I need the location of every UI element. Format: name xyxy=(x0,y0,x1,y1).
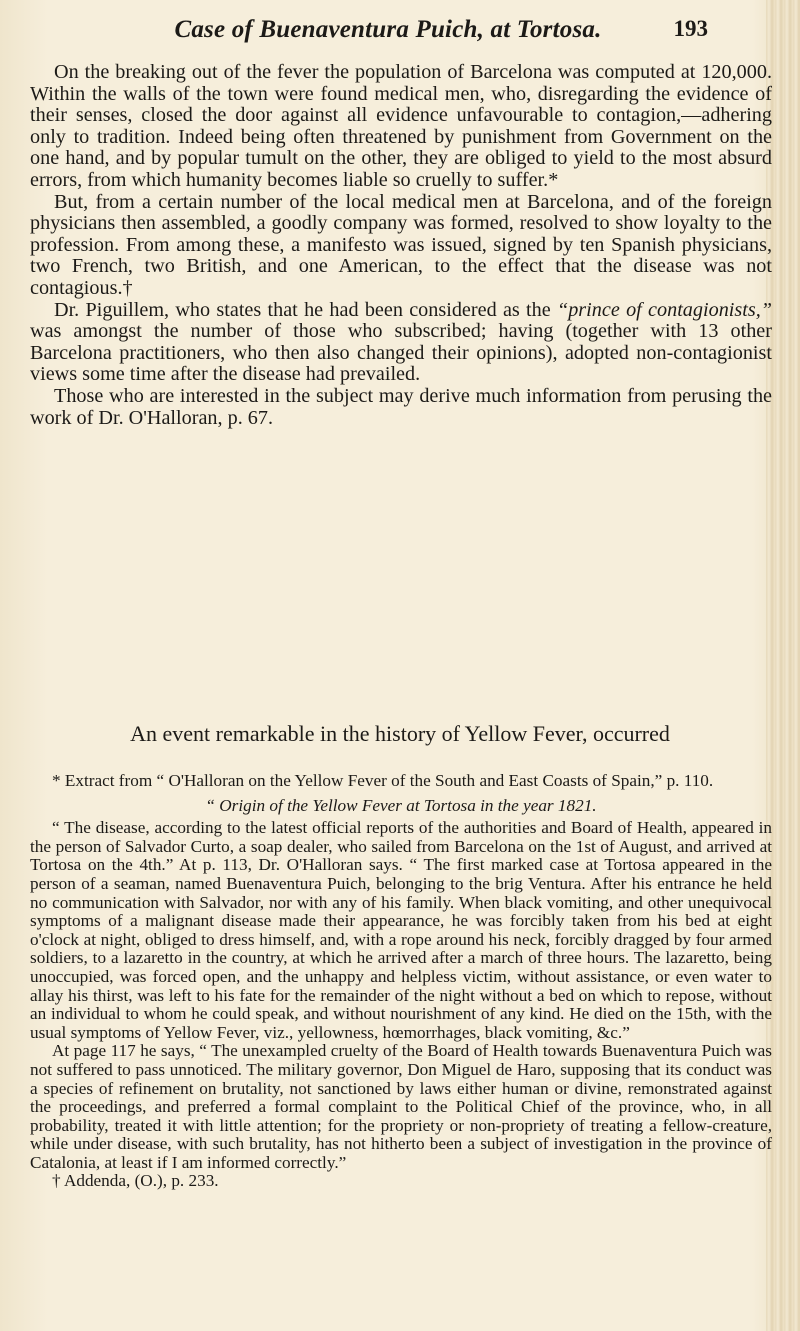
footnotes xyxy=(30,772,772,1191)
paragraph-2-text: But, from a certain number of the local medical men at Barcelona, and of the foreign physicians then assembled, a goodly company was formed, resolved to show loyalty to the profession. From among these, a manifesto was issued, signed by ten Spanish physicians, two French, two British, and one American, to the effect that the disease was not contagious.† xyxy=(30,190,772,299)
footnote-1-body-2: At page 117 he says, “ The unexampled cruelty of the Board of Health towards Buenaventura Puich was not suffered to pass unnoticed. The military governor, Don Miguel de Haro, supposing that its conduct was a species of refinement on brutality, not sanctioned by laws either human or divine, remonstrated against the proceedings, and preferred a formal complaint to the Political Chief of the province, who, in all probability, treated it with little attention; for the propriety or non-propriety of treating a fellow-creature, while under disease, with such brutality, has not hitherto been a subject of investigation in the province of Catalonia, at least if I am informed correctly.” xyxy=(30,1041,772,1172)
paragraph-3 xyxy=(30,300,772,386)
footnote-1-lead: * Extract from “ O'Halloran on the Yellow Fever of the South and East Coasts of Spain,” p. 110. xyxy=(52,771,714,790)
paragraph-3-lead: Dr. Piguillem, who states that he had been considered as the xyxy=(54,298,557,321)
paragraph-1: On the breaking out of the fever the population of Barcelona was computed at 120,000. Within the walls of the town were found medical men, who, disregarding the evidence of their senses, closed the door against all evidence unfavourable to contagion,—adhering only to tradition. Indeed being often threatened by punishment from Government on the one hand, and by popular tumult on the other, they are obliged to yield to the most absurd errors, from which humanity becomes liable so cruelly to suffer.* xyxy=(30,61,772,191)
paragraph-3-rest: was amongst the number of those who subscribed; having (together with 13 other Barcelona practitioners, who then also changed their opinions), adopted non-contagionist views some time after the disease had prevailed. xyxy=(30,320,772,386)
running-head: Case of Buenaventura Puich, at Tortosa. xyxy=(174,16,602,43)
paragraph-3-italic: “prince of contagionists,” xyxy=(556,298,772,321)
footnote-1-title: “ Origin of the Yellow Fever at Tortosa in the year 1821. xyxy=(205,795,597,815)
footnote-2: † Addenda, (O.), p. 233. xyxy=(52,1171,219,1191)
paragraph-4: Those who are interested in the subject may derive much information from perusing the work of Dr. O'Halloran, p. 67. xyxy=(30,384,772,429)
footnote-1-body: “ The disease, according to the latest official reports of the authorities and Board of Health, appeared in the person of Salvador Curto, a soap dealer, who sailed from Barcelona on the 1st of August, and arrived at Tortosa on the 4th.” At p. 113, Dr. O'Halloran says. “ The first marked case at Tortosa appeared in the person of a seaman, named Buenaventura Puich, belonging to the brig Ventura. After his entrance he held no communication with Salvador, nor with any of his family. When black vomiting, and other unequivocal symptoms of a malignant disease made their appearance, he was forcibly taken from his bed at eight o'clock at night, obliged to dress himself, and, with a rope around his neck, forcibly dragged by four armed soldiers, to a lazaretto in the country, at which he arrived after a march of three hours. The lazaretto, being unoccupied, was forced open, and the unhappy and helpless victim, without assistance, or even water to allay his thirst, was left to his fate for the remainder of the night without a bed on which to repose, without an individual to whom he could speak, and without nourishment of any kind. He died on the 15th, with the usual symptoms of Yellow Fever, viz., yellowness, hœmorrhages, black vomiting, &c.” xyxy=(30,818,772,1042)
page-header xyxy=(128,16,708,56)
section-lead-line: An event remarkable in the history of Yellow Fever, occurred xyxy=(130,721,670,746)
page-number: 193 xyxy=(673,16,708,41)
body-text xyxy=(30,62,772,429)
paragraph-2 xyxy=(30,192,772,300)
